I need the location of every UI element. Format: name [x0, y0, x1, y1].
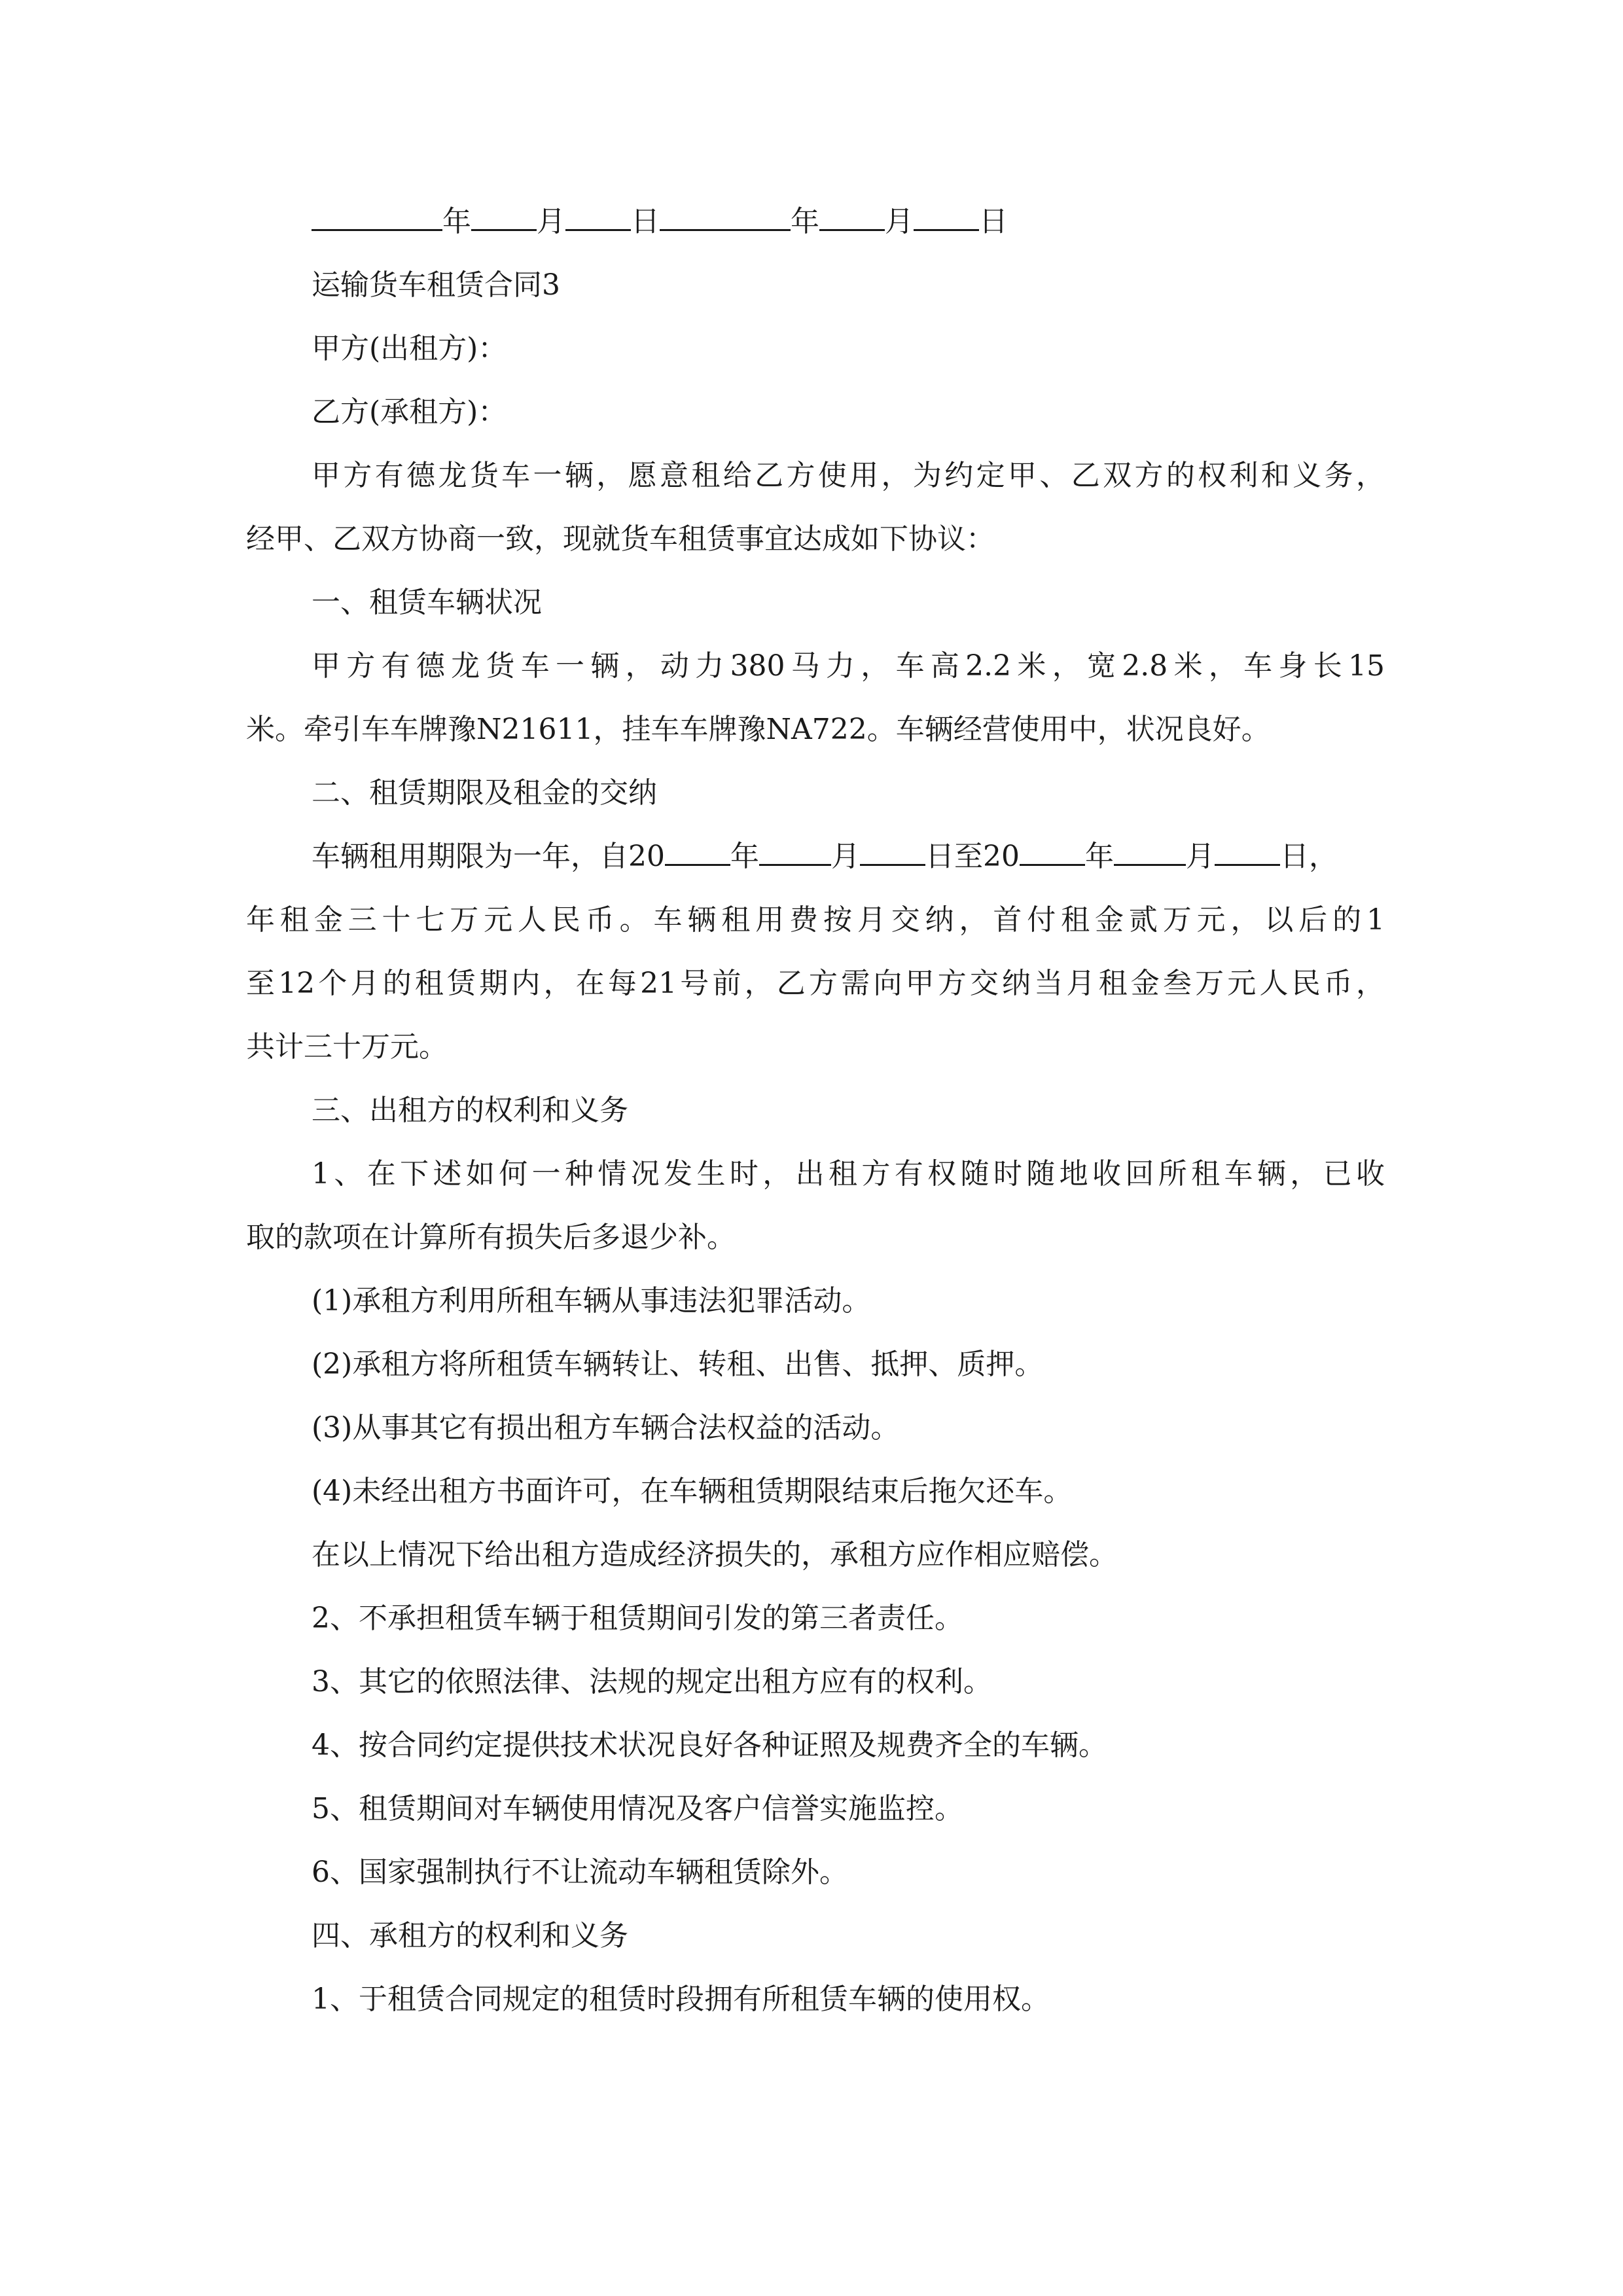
month-label: 月: [885, 205, 914, 238]
contract-page: [246, 190, 1385, 2031]
year-label: 年: [730, 840, 759, 873]
clause-line: 3、其它的依照法律、法规的规定出租方应有的权利。: [312, 1665, 992, 1698]
month-blank: [819, 206, 885, 231]
clause-line: 1、在下述如何一种情况发生时，出租方有权随时随地收回所租车辆，已收: [312, 1157, 1385, 1191]
intro-line: 经甲、乙双方协商一致，现就货车租赁事宜达成如下协议：: [246, 522, 995, 556]
section-text-line: 米。牵引车车牌豫N21611，挂车车牌豫NA722。车辆经营使用中，状况良好。: [246, 713, 1270, 746]
month-label: 月: [831, 840, 860, 873]
year-label: 年: [442, 205, 471, 238]
rental-period-line: [246, 825, 1385, 888]
section-heading: 四、承租方的权利和义务: [312, 1919, 628, 1952]
sub-clause: (4)未经出租方书面许可，在车辆租赁期限结束后拖欠还车。: [312, 1475, 1073, 1508]
year-blank: [660, 206, 791, 231]
day-blank: [860, 840, 925, 866]
day-label: 日，: [1280, 840, 1338, 873]
year-blank: [665, 840, 730, 866]
clause-line: 6、国家强制执行不让流动车辆租赁除外。: [312, 1856, 848, 1889]
month-label: 月: [1186, 840, 1215, 873]
year-blank: [312, 206, 442, 231]
section-text-line: 年租金三十七万元人民币。车辆租用费按月交纳，首付租金贰万元，以后的1: [246, 903, 1385, 937]
year-blank: [1020, 840, 1085, 866]
clause-line: 5、租赁期间对车辆使用情况及客户信誉实施监控。: [312, 1792, 963, 1825]
intro-line: 甲方有德龙货车一辆，愿意租给乙方使用，为约定甲、乙双方的权利和义务，: [312, 459, 1385, 492]
section-heading: 一、租赁车辆状况: [312, 586, 542, 619]
day-blank: [914, 206, 979, 231]
month-blank: [759, 840, 831, 866]
document-title: 运输货车租赁合同3: [312, 268, 560, 302]
year-label: 年: [1085, 840, 1114, 873]
section-heading: 三、出租方的权利和义务: [312, 1094, 628, 1127]
month-blank: [471, 206, 537, 231]
day-label: 日: [979, 205, 1008, 238]
party-b-label: 乙方(承租方)：: [312, 395, 507, 429]
clause-line: 取的款项在计算所有损失后多退少补。: [246, 1221, 736, 1254]
day-blank: [1215, 840, 1280, 866]
day-label: 日: [631, 205, 660, 238]
section-text-line: 甲方有德龙货车一辆，动力380马力，车高2.2米，宽2.8米，车身长15: [312, 649, 1385, 683]
clause-line: 2、不承担租赁车辆于租赁期间引发的第三者责任。: [312, 1602, 963, 1635]
year-label: 年: [791, 205, 819, 238]
day-blank: [565, 206, 631, 231]
compensation-clause: 在以上情况下给出租方造成经济损失的，承租方应作相应赔偿。: [312, 1538, 1118, 1571]
sub-clause: (2)承租方将所租赁车辆转让、转租、出售、抵押、质押。: [312, 1348, 1044, 1381]
section-text-line: 至12个月的租赁期内，在每21号前，乙方需向甲方交纳当月租金叁万元人民币，: [246, 967, 1385, 1000]
section-heading: 二、租赁期限及租金的交纳: [312, 776, 657, 810]
signature-date-line: [246, 190, 1385, 253]
sub-clause: (3)从事其它有损出租方车辆合法权益的活动。: [312, 1411, 900, 1444]
period-prefix: 车辆租用期限为一年，自20: [312, 840, 665, 873]
section-text-line: 共计三十万元。: [246, 1030, 448, 1064]
party-a-label: 甲方(出租方)：: [312, 332, 507, 365]
sub-clause: (1)承租方利用所租车辆从事违法犯罪活动。: [312, 1284, 871, 1318]
day-label: 日至20: [925, 840, 1020, 873]
month-label: 月: [537, 205, 565, 238]
clause-line: 1、于租赁合同规定的租赁时段拥有所租赁车辆的使用权。: [312, 1982, 1050, 2016]
month-blank: [1114, 840, 1186, 866]
clause-line: 4、按合同约定提供技术状况良好各种证照及规费齐全的车辆。: [312, 1729, 1107, 1762]
